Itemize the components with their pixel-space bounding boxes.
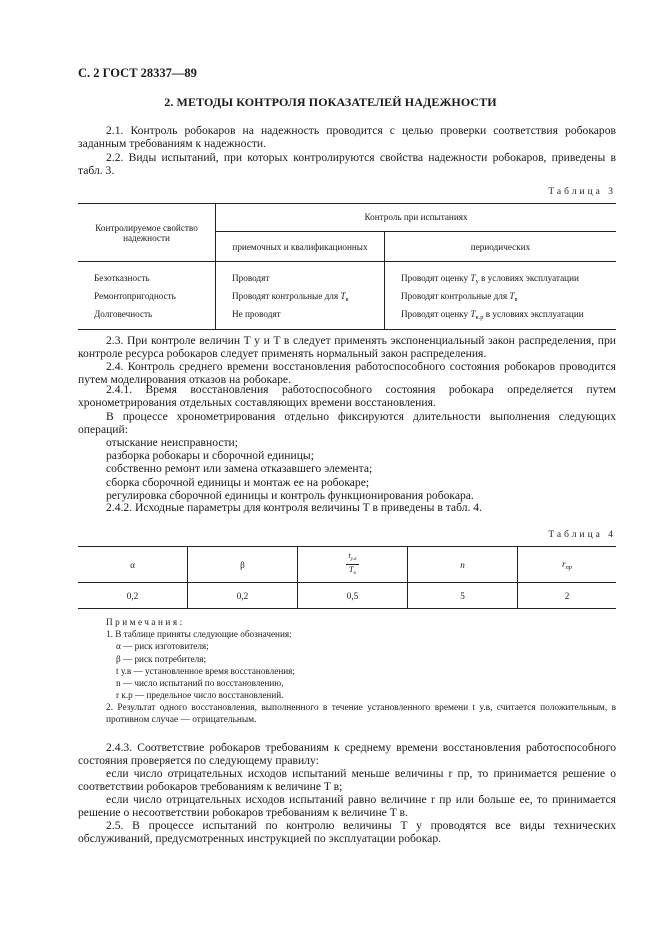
paragraph-2-3: 2.3. При контроле величин T у и T в следует применять экспоненциальный закон распределения, при контроле ресурса робокаров следует применять нормальный закон распределения. xyxy=(78,334,616,361)
list-item: t у.в — установленное время восстановления; xyxy=(116,665,295,676)
table-cell: Безотказность xyxy=(78,262,216,288)
table-4-header-ratio: $\frac{t_{у.в}}{T_в}$ xyxy=(298,547,408,583)
paragraph-chronometry: В процессе хронометрирования отдельно фиксируются длительности выполнения следующих операций: xyxy=(78,410,616,437)
table-3-col3-header: периодических xyxy=(470,242,531,252)
list-item: разборка робокары и сборочной единицы; xyxy=(106,449,314,463)
table-4-header-alpha: α xyxy=(78,547,188,583)
list-item: отыскание неисправности; xyxy=(106,436,238,449)
table-cell: 0,2 xyxy=(188,583,298,609)
table-cell: 2 xyxy=(564,590,570,601)
table-4-caption: Таблица 4 xyxy=(548,530,616,540)
paragraph-2-4: 2.4. Контроль среднего времени восстановления работоспособного состояния робокаров проводится путем моделирования отказов на робокаре. xyxy=(78,360,616,387)
table-row xyxy=(78,305,616,330)
table-4-header-beta: β xyxy=(188,547,298,583)
paragraph-2-1: 2.1. Контроль робокаров на надежность проводится с целью проверки соответствия робокаров заданным требованиям к надежности. xyxy=(78,124,616,151)
note-definitions xyxy=(106,640,616,701)
paragraph-2-4-2: 2.4.2. Исходные параметры для контроля величины T в приведены в табл. 4. xyxy=(106,501,482,514)
list-item: n — число испытаний по восстановлению, xyxy=(116,678,284,689)
table-cell: 0,5 xyxy=(298,583,408,609)
table-3-col1-header: Контролируемое свойство надежности xyxy=(78,204,216,262)
table-4-notes xyxy=(106,616,616,701)
table-4-header-n: n xyxy=(408,547,518,583)
paragraph-2-4-1: 2.4.1. Время восстановления работоспособного состояния робокара определяется путем хронометрирования отдельных составляющих времени восстановления. xyxy=(78,383,616,410)
table-cell: Проводят оценку $T_у$ в условиях эксплуатации xyxy=(401,273,579,285)
table-cell: Ремонтопригодность xyxy=(78,287,216,305)
rule-2: если число отрицательных исходов испытаний равно величине r пр или больше ее, то принимается решение о несоответствии робокаров требованиям к величине T в. xyxy=(78,793,616,820)
notes-title: Примечания: xyxy=(106,617,185,627)
note-2: 2. Результат одного восстановления, выполненного в течение установленного времени t у.в, считается положительным, в противном случае — отрицательным. xyxy=(106,703,616,725)
list-item: α — риск изготовителя; xyxy=(116,641,209,652)
table-cell: 5 xyxy=(408,583,518,609)
table-row xyxy=(78,262,616,288)
table-cell: Проводят xyxy=(216,262,385,288)
table-3-group-header: Контроль при испытаниях xyxy=(216,204,617,232)
table-row xyxy=(78,287,616,305)
table-3-caption: Таблица 3 xyxy=(548,187,616,197)
operations-list xyxy=(78,436,616,502)
paragraph-2-4-3: 2.4.3. Соответствие робокаров требованиям к среднему времени восстановления работоспособного состояния проверяется по следующему правилу: xyxy=(78,741,616,768)
list-item: регулировка сборочной единицы и контроль функционирования робокара. xyxy=(106,488,474,502)
note-1: 1. В таблице приняты следующие обозначения: xyxy=(106,629,292,640)
table-cell: Не проводят xyxy=(216,305,385,330)
table-cell: Долговечность xyxy=(78,305,216,330)
table-row xyxy=(78,583,616,609)
table-cell: Проводят оценку $T_{к.р}$ в условиях эксплуатации xyxy=(401,309,584,321)
section-title: 2. МЕТОДЫ КОНТРОЛЯ ПОКАЗАТЕЛЕЙ НАДЕЖНОСТИ xyxy=(164,95,497,109)
table-3 xyxy=(78,203,616,330)
table-3-col2-header: приемочных и квалификационных xyxy=(216,232,385,262)
table-cell: Проводят контрольные для $T_в$ xyxy=(401,291,518,303)
list-item: β — риск потребителя; xyxy=(116,653,207,664)
paragraph-2-2: 2.2. Виды испытаний, при которых контролируются свойства надежности робокаров, приведены в табл. 3. xyxy=(78,151,616,178)
list-item: r к.р — предельное число восстановлений. xyxy=(116,690,284,701)
table-cell: 0,2 xyxy=(78,583,188,609)
page-header: С. 2 ГОСТ 28337—89 xyxy=(78,66,197,80)
paragraph-2-5: 2.5. В процессе испытаний по контролю величины T у проводятся все виды технических обслуживаний, предусмотренных инструкцией по эксплуатации робокар. xyxy=(78,819,616,846)
table-4-header-rpr: $r_{пр}$ xyxy=(561,558,572,571)
table-4 xyxy=(78,546,616,609)
list-item: сборка сборочной единицы и монтаж ее на робокаре; xyxy=(106,475,370,489)
table-cell: Проводят контрольные для $T_в$ xyxy=(216,287,385,305)
list-item: собственно ремонт или замена отказавшего элемента; xyxy=(106,462,373,476)
rule-1: если число отрицательных исходов испытаний меньше величины r пр, то принимается решение о соответствии робокаров требованиям к величине T в; xyxy=(78,767,616,794)
